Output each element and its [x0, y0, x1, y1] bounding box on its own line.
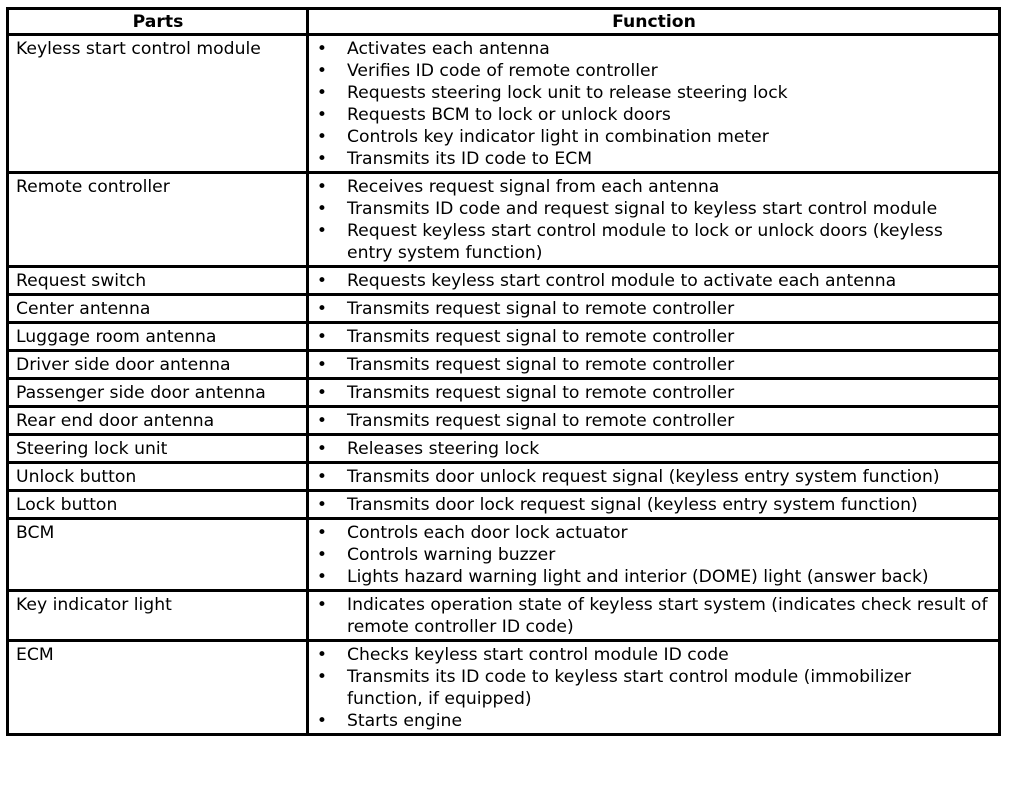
function-list-item [316, 104, 992, 126]
function-list [316, 354, 992, 376]
function-text: Checks keyless start control module ID code [347, 645, 729, 665]
function-cell [308, 641, 1000, 735]
function-text: Indicates operation state of keyless start system (indicates check result of remote controller ID code) [347, 595, 988, 637]
bullet-icon: • [316, 439, 328, 459]
bullet-icon: • [316, 149, 328, 169]
table-row [8, 173, 1000, 267]
function-cell [308, 463, 1000, 491]
part-name-cell [8, 173, 308, 267]
bullet-icon: • [316, 61, 328, 81]
function-list-item [316, 176, 992, 198]
function-text: Activates each antenna [347, 39, 550, 59]
bullet-icon: • [316, 645, 328, 665]
part-name-cell [8, 407, 308, 435]
function-list [316, 382, 992, 404]
part-name: Unlock button [16, 467, 137, 487]
bullet-icon: • [316, 83, 328, 103]
function-list [316, 466, 992, 488]
bullet-icon: • [316, 355, 328, 375]
part-name-cell [8, 35, 308, 173]
function-list [316, 38, 992, 170]
part-name-cell [8, 519, 308, 591]
part-name-cell [8, 379, 308, 407]
function-list-item [316, 220, 992, 264]
part-name: Lock button [16, 495, 118, 515]
function-cell [308, 519, 1000, 591]
parts-function-table [6, 7, 1001, 736]
function-list-item [316, 710, 992, 732]
part-name-cell [8, 351, 308, 379]
function-text: Transmits request signal to remote controller [347, 355, 735, 375]
table-row [8, 591, 1000, 641]
part-name: ECM [16, 645, 54, 665]
function-text: Requests keyless start control module to activate each antenna [347, 271, 897, 291]
function-text: Requests BCM to lock or unlock doors [347, 105, 671, 125]
function-cell [308, 351, 1000, 379]
function-list [316, 438, 992, 460]
function-list-item [316, 566, 992, 588]
part-name: Remote controller [16, 177, 170, 197]
function-text: Controls each door lock actuator [347, 523, 628, 543]
function-list [316, 326, 992, 348]
function-list-item [316, 126, 992, 148]
function-text: Transmits request signal to remote controller [347, 327, 735, 347]
bullet-icon: • [316, 221, 328, 241]
function-list-item [316, 198, 992, 220]
part-name: BCM [16, 523, 55, 543]
function-list-item [316, 270, 992, 292]
function-text: Starts engine [347, 711, 463, 731]
function-list [316, 176, 992, 264]
function-text: Transmits request signal to remote controller [347, 411, 735, 431]
bullet-icon: • [316, 271, 328, 291]
bullet-icon: • [316, 711, 328, 731]
bullet-icon: • [316, 39, 328, 59]
function-list-item [316, 544, 992, 566]
bullet-icon: • [316, 545, 328, 565]
function-cell [308, 435, 1000, 463]
part-name-cell [8, 295, 308, 323]
function-list-item [316, 382, 992, 404]
part-name: Passenger side door antenna [16, 383, 266, 403]
function-list-item [316, 82, 992, 104]
table-row [8, 491, 1000, 519]
bullet-icon: • [316, 467, 328, 487]
function-list [316, 594, 992, 638]
function-list-item [316, 666, 992, 710]
function-list [316, 644, 992, 732]
function-text: Controls key indicator light in combination meter [347, 127, 769, 147]
parts-column-header: Parts [8, 9, 308, 35]
table-row [8, 267, 1000, 295]
function-text: Transmits ID code and request signal to keyless start control module [347, 199, 938, 219]
bullet-icon: • [316, 177, 328, 197]
bullet-icon: • [316, 383, 328, 403]
function-text: Transmits request signal to remote controller [347, 383, 735, 403]
table-row [8, 379, 1000, 407]
function-list [316, 494, 992, 516]
function-list [316, 410, 992, 432]
part-name-cell [8, 267, 308, 295]
function-list-item [316, 494, 992, 516]
table-row [8, 519, 1000, 591]
part-name: Center antenna [16, 299, 151, 319]
part-name-cell [8, 463, 308, 491]
function-cell [308, 35, 1000, 173]
function-cell [308, 407, 1000, 435]
function-list-item [316, 594, 992, 638]
bullet-icon: • [316, 495, 328, 515]
part-name-cell [8, 435, 308, 463]
bullet-icon: • [316, 105, 328, 125]
part-name-cell [8, 591, 308, 641]
function-cell [308, 267, 1000, 295]
function-text: Transmits door lock request signal (keyless entry system function) [347, 495, 918, 515]
part-name: Luggage room antenna [16, 327, 217, 347]
function-list-item [316, 60, 992, 82]
function-text: Transmits request signal to remote controller [347, 299, 735, 319]
part-name: Rear end door antenna [16, 411, 215, 431]
part-name: Key indicator light [16, 595, 172, 615]
table-row [8, 435, 1000, 463]
function-text: Transmits its ID code to keyless start control module (immobilizer function, if equipped) [347, 667, 912, 709]
function-list-item [316, 38, 992, 60]
function-list-item [316, 522, 992, 544]
table-row [8, 295, 1000, 323]
function-text: Transmits its ID code to ECM [347, 149, 593, 169]
bullet-icon: • [316, 127, 328, 147]
function-list-item [316, 354, 992, 376]
part-name-cell [8, 641, 308, 735]
function-list-item [316, 644, 992, 666]
bullet-icon: • [316, 199, 328, 219]
function-list-item [316, 298, 992, 320]
bullet-icon: • [316, 299, 328, 319]
function-text: Requests steering lock unit to release steering lock [347, 83, 788, 103]
function-cell [308, 173, 1000, 267]
function-text: Transmits door unlock request signal (keyless entry system function) [347, 467, 940, 487]
function-list-item [316, 438, 992, 460]
function-text: Releases steering lock [347, 439, 540, 459]
table-row [8, 407, 1000, 435]
header-row [8, 9, 1000, 35]
bullet-icon: • [316, 523, 328, 543]
function-text: Receives request signal from each antenna [347, 177, 720, 197]
function-list [316, 298, 992, 320]
function-list-item [316, 466, 992, 488]
bullet-icon: • [316, 411, 328, 431]
function-text: Lights hazard warning light and interior (DOME) light (answer back) [347, 567, 929, 587]
table-row [8, 35, 1000, 173]
function-column-header: Function [308, 9, 1000, 35]
bullet-icon: • [316, 567, 328, 587]
function-text: Controls warning buzzer [347, 545, 556, 565]
part-name: Steering lock unit [16, 439, 168, 459]
function-list [316, 270, 992, 292]
part-name-cell [8, 491, 308, 519]
function-text: Verifies ID code of remote controller [347, 61, 658, 81]
table-body [8, 35, 1000, 735]
part-name: Request switch [16, 271, 147, 291]
bullet-icon: • [316, 667, 328, 687]
function-cell [308, 379, 1000, 407]
function-cell [308, 295, 1000, 323]
function-list-item [316, 148, 992, 170]
table-row [8, 351, 1000, 379]
table-row [8, 641, 1000, 735]
table-row [8, 463, 1000, 491]
bullet-icon: • [316, 595, 328, 615]
bullet-icon: • [316, 327, 328, 347]
part-name: Keyless start control module [16, 39, 261, 59]
function-cell [308, 591, 1000, 641]
function-text: Request keyless start control module to lock or unlock doors (keyless entry system function) [347, 221, 943, 263]
function-cell [308, 491, 1000, 519]
function-cell [308, 323, 1000, 351]
function-list [316, 522, 992, 588]
part-name-cell [8, 323, 308, 351]
table-row [8, 323, 1000, 351]
part-name: Driver side door antenna [16, 355, 231, 375]
function-list-item [316, 326, 992, 348]
function-list-item [316, 410, 992, 432]
